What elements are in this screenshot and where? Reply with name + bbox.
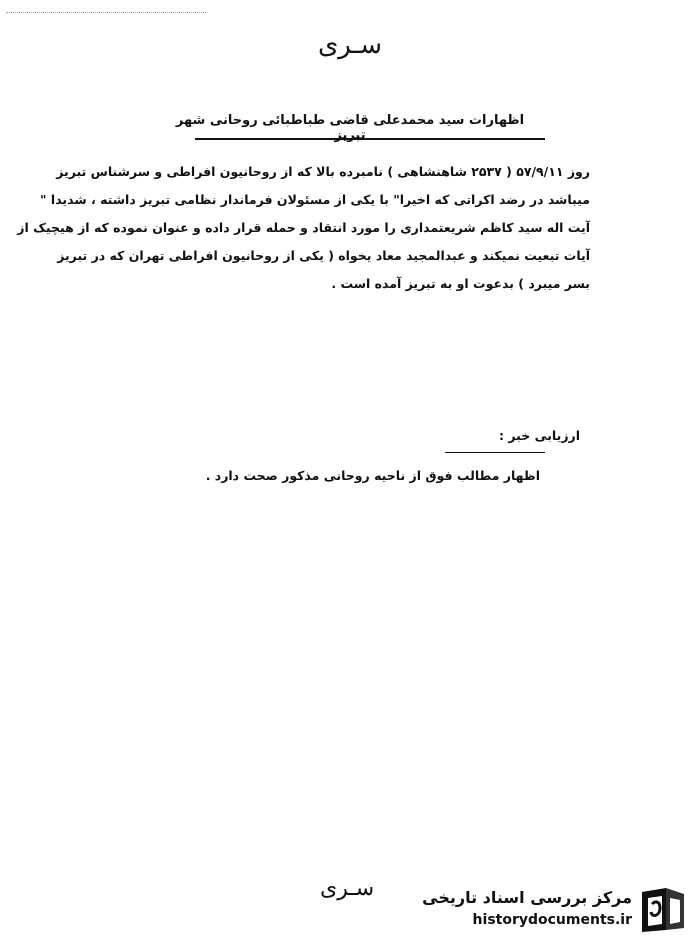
classification-bottom: سـری bbox=[320, 876, 375, 901]
subject-underline bbox=[195, 138, 545, 140]
archive-watermark bbox=[422, 884, 690, 936]
body-line: روز ۵۷/۹/۱۱ ( ۲۵۳۷ شاهنشاهی ) نامبرده بالا که از روحانیون افراطی و سرشناس تبریز bbox=[56, 164, 590, 179]
archive-name: مرکز بررسی اسناد تاریخی bbox=[422, 888, 632, 907]
body-line: بسر میبرد ) بدعوت او به تبریز آمده است . bbox=[331, 276, 590, 291]
evaluation-text: اظهار مطالب فوق از ناحیه روحانی مذکور صحت دارد . bbox=[205, 468, 540, 483]
body-line: میباشد در رضد اکراتی که اخیرا" با یکی از مسئولان فرماندار نظامی تبریز داشته ، شدیدا " bbox=[40, 192, 590, 207]
scan-margin-mark bbox=[6, 12, 206, 17]
body-line: آیت اله سید کاظم شریعتمداری را مورد انتقاد و حمله قرار داده و عنوان نموده که از هیچیک از bbox=[17, 220, 590, 235]
archive-url: historydocuments.ir bbox=[472, 912, 632, 928]
archive-logo-icon bbox=[636, 884, 690, 936]
evaluation-underline bbox=[445, 452, 545, 453]
classification-top: سـری bbox=[317, 30, 383, 60]
document-body bbox=[17, 158, 590, 298]
body-line: آیات تبعیت نمیکند و عبدالمجید معاد یخواه ( یکی از روحانیون افراطی تهران که در تبریز bbox=[57, 248, 590, 263]
evaluation-label: ارزیابی خبر : bbox=[499, 428, 580, 443]
document-subject: اظهارات سید محمدعلی قاضی طباطبائی روحانی شهر تبریز bbox=[175, 113, 525, 143]
